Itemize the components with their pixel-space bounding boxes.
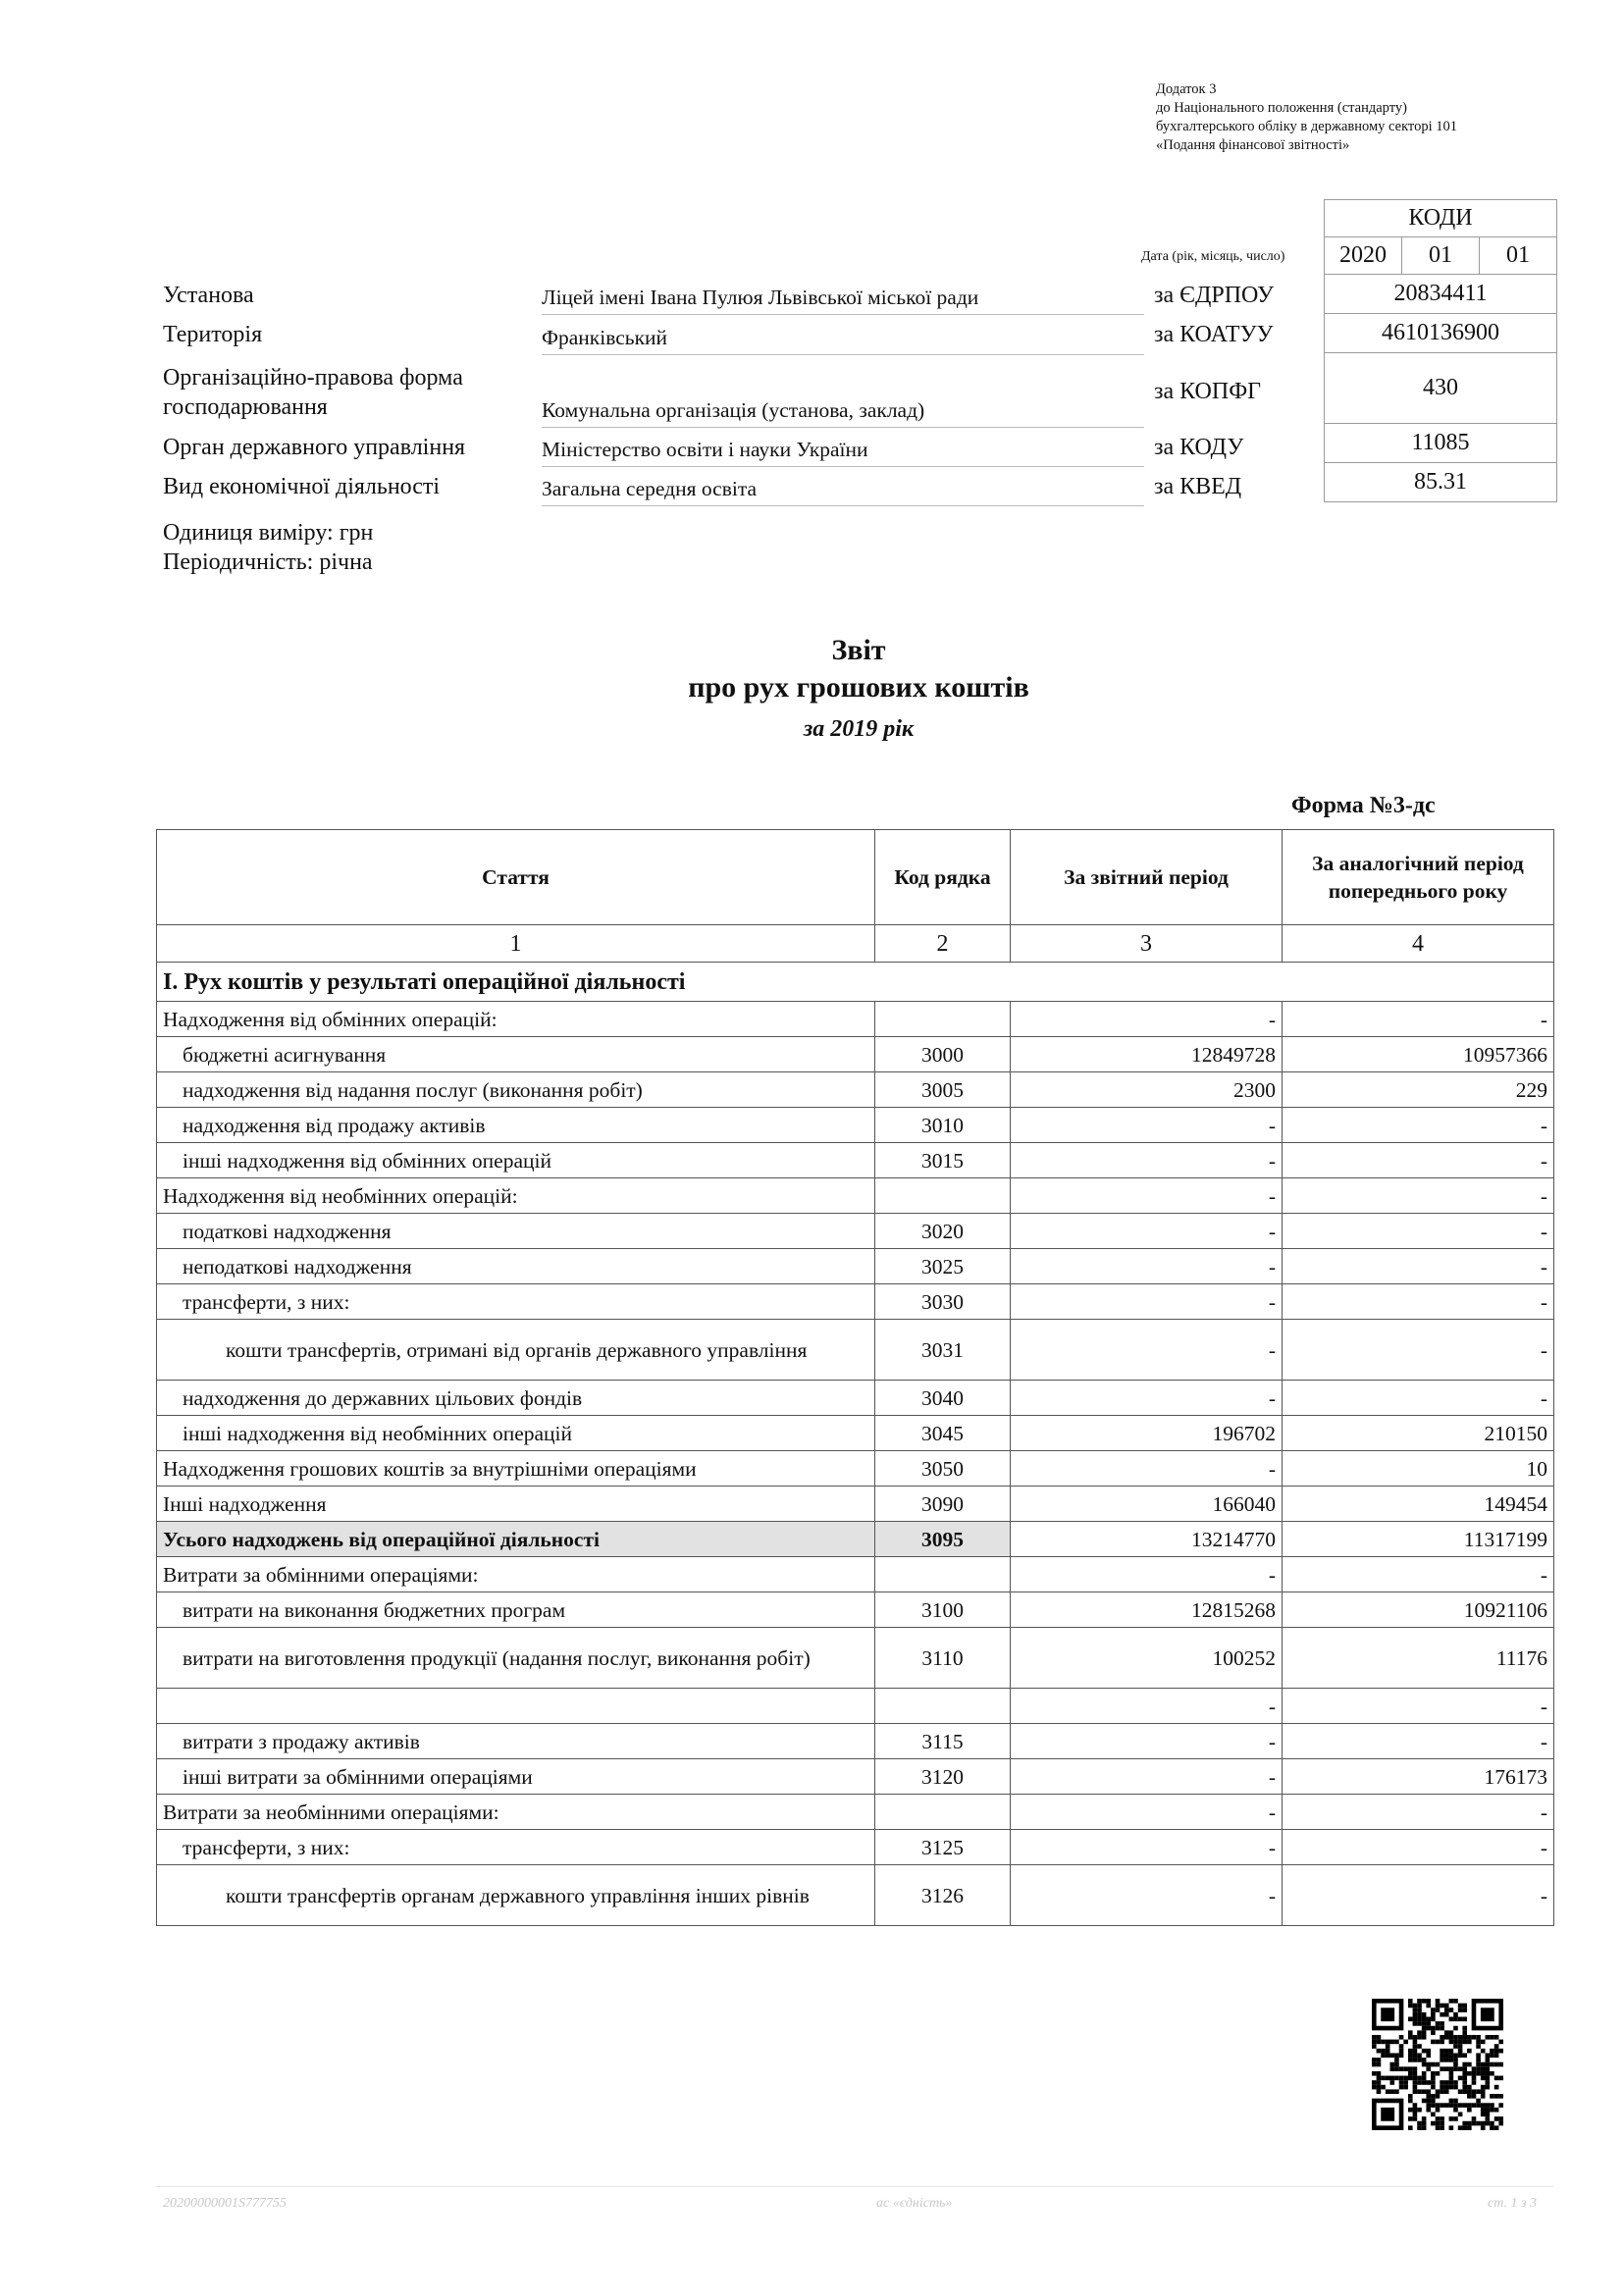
row-name: витрати на виконання бюджетних програм <box>157 1592 875 1628</box>
row-previous: 10 <box>1283 1451 1554 1487</box>
date-day: 01 <box>1480 237 1557 275</box>
activity-label: Вид економічної діяльності <box>163 474 441 499</box>
row-current: 166040 <box>1011 1487 1283 1522</box>
row-code <box>875 1557 1011 1592</box>
appendix-note <box>1156 80 1457 155</box>
table-row <box>157 1214 1554 1249</box>
row-name: трансферти, з них: <box>157 1284 875 1320</box>
org-form-label-2: господарювання <box>163 394 328 420</box>
row-code <box>875 1002 1011 1037</box>
appendix-note-line: бухгалтерського обліку в державному секторі 101 <box>1156 119 1457 134</box>
row-name: трансферти, з них: <box>157 1830 875 1865</box>
row-previous: 176173 <box>1283 1759 1554 1795</box>
row-current: - <box>1011 1381 1283 1416</box>
table-row <box>157 1320 1554 1381</box>
table-row <box>157 1284 1554 1320</box>
org-form-value: Комунальна організація (установа, заклад) <box>542 398 1144 428</box>
territory-label: Територія <box>163 322 263 347</box>
kodu-label: за КОДУ <box>1154 435 1244 460</box>
codes-header: КОДИ <box>1325 200 1557 237</box>
row-code: 3031 <box>875 1320 1011 1381</box>
row-name: податкові надходження <box>157 1214 875 1249</box>
row-code <box>875 1689 1011 1724</box>
row-previous: 229 <box>1283 1072 1554 1108</box>
row-code: 3010 <box>875 1108 1011 1143</box>
row-name: кошти трансфертів, отримані від органів державного управління <box>157 1320 875 1381</box>
row-previous: 10921106 <box>1283 1592 1554 1628</box>
section-row <box>157 963 1554 1002</box>
row-current: 2300 <box>1011 1072 1283 1108</box>
row-previous: - <box>1283 1143 1554 1178</box>
gov-body-label: Орган державного управління <box>163 435 466 460</box>
row-previous: - <box>1283 1795 1554 1830</box>
row-name <box>157 1689 875 1724</box>
date-month: 01 <box>1402 237 1480 275</box>
row-code: 3030 <box>875 1284 1011 1320</box>
row-code: 3050 <box>875 1451 1011 1487</box>
row-previous: - <box>1283 1178 1554 1214</box>
col-num-4: 4 <box>1283 925 1554 963</box>
row-code: 3045 <box>875 1416 1011 1451</box>
row-previous: 149454 <box>1283 1487 1554 1522</box>
table-row <box>157 1451 1554 1487</box>
table-row <box>157 1002 1554 1037</box>
code-edrpou: 20834411 <box>1325 275 1557 314</box>
row-code: 3015 <box>875 1143 1011 1178</box>
row-previous: - <box>1283 1284 1554 1320</box>
row-current: - <box>1011 1284 1283 1320</box>
row-name: інші витрати за обмінними операціями <box>157 1759 875 1795</box>
kved-label: за КВЕД <box>1154 474 1242 499</box>
row-current: 13214770 <box>1011 1522 1283 1557</box>
form-number: Форма №3-дс <box>1291 793 1436 818</box>
table-row <box>157 1143 1554 1178</box>
date-label: Дата (рік, місяць, число) <box>1141 249 1285 264</box>
appendix-note-line: до Національного положення (стандарту) <box>1156 100 1407 116</box>
table-row <box>157 1865 1554 1926</box>
edrpou-label: за ЄДРПОУ <box>1154 283 1275 308</box>
table-row <box>157 1416 1554 1451</box>
activity-value: Загальна середня освіта <box>542 477 1144 506</box>
column-numbers-row <box>157 925 1554 963</box>
row-current: - <box>1011 1002 1283 1037</box>
table-row <box>157 1628 1554 1689</box>
report-title-2: про рух грошових коштів <box>688 671 1029 704</box>
row-current: - <box>1011 1178 1283 1214</box>
code-kved: 85.31 <box>1325 463 1557 502</box>
org-form-label-1: Організаційно-правова форма <box>163 365 463 391</box>
row-previous: - <box>1283 1108 1554 1143</box>
table-row <box>157 1759 1554 1795</box>
row-current: 12849728 <box>1011 1037 1283 1072</box>
row-previous: - <box>1283 1249 1554 1284</box>
table-row <box>157 1178 1554 1214</box>
row-previous: - <box>1283 1557 1554 1592</box>
row-previous: - <box>1283 1320 1554 1381</box>
row-previous: - <box>1283 1830 1554 1865</box>
row-current: - <box>1011 1557 1283 1592</box>
row-previous: 11317199 <box>1283 1522 1554 1557</box>
row-code: 3126 <box>875 1865 1011 1926</box>
col-num-3: 3 <box>1011 925 1283 963</box>
footer-page: ст. 1 з 3 <box>1488 2196 1537 2211</box>
date-year: 2020 <box>1325 237 1402 275</box>
row-name: бюджетні асигнування <box>157 1037 875 1072</box>
row-code: 3125 <box>875 1830 1011 1865</box>
institution-value: Ліцей імені Івана Пулюя Львівської міської ради <box>542 286 1144 315</box>
row-code: 3025 <box>875 1249 1011 1284</box>
table-row <box>157 1557 1554 1592</box>
row-name: надходження від надання послуг (виконання робіт) <box>157 1072 875 1108</box>
row-current: - <box>1011 1143 1283 1178</box>
row-code: 3095 <box>875 1522 1011 1557</box>
col-num-1: 1 <box>157 925 875 963</box>
kopfg-label: за КОПФГ <box>1154 379 1262 404</box>
header-current-period: За звітний період <box>1011 830 1283 925</box>
table-row <box>157 1249 1554 1284</box>
header-previous-period: За аналогічний період попереднього року <box>1283 830 1554 925</box>
code-kopfg: 430 <box>1325 353 1557 424</box>
row-name: Надходження від необмінних операцій: <box>157 1178 875 1214</box>
row-code: 3115 <box>875 1724 1011 1759</box>
row-name: витрати з продажу активів <box>157 1724 875 1759</box>
col-num-2: 2 <box>875 925 1011 963</box>
qr-code-icon <box>1372 1999 1503 2130</box>
total-row <box>157 1522 1554 1557</box>
row-name: Інші надходження <box>157 1487 875 1522</box>
table-row <box>157 1830 1554 1865</box>
row-current: - <box>1011 1320 1283 1381</box>
report-period: за 2019 рік <box>803 716 915 742</box>
row-previous: - <box>1283 1002 1554 1037</box>
code-koatuu: 4610136900 <box>1325 314 1557 353</box>
row-current: 196702 <box>1011 1416 1283 1451</box>
row-previous: - <box>1283 1724 1554 1759</box>
row-name: Витрати за необмінними операціями: <box>157 1795 875 1830</box>
row-code: 3120 <box>875 1759 1011 1795</box>
table-header-row <box>157 830 1554 925</box>
row-code <box>875 1178 1011 1214</box>
gov-body-value: Міністерство освіти і науки України <box>542 438 1144 467</box>
row-current: - <box>1011 1865 1283 1926</box>
territory-value: Франківський <box>542 326 1144 355</box>
koatuu-label: за КОАТУУ <box>1154 322 1274 347</box>
code-kodu: 11085 <box>1325 424 1557 463</box>
row-previous: - <box>1283 1381 1554 1416</box>
row-name: Надходження грошових коштів за внутрішніми операціями <box>157 1451 875 1487</box>
codes-grid <box>1324 199 1557 502</box>
table-row <box>157 1724 1554 1759</box>
row-code: 3040 <box>875 1381 1011 1416</box>
row-current: - <box>1011 1451 1283 1487</box>
row-current: - <box>1011 1689 1283 1724</box>
row-code: 3000 <box>875 1037 1011 1072</box>
cash-flow-table <box>156 829 1554 1926</box>
row-previous: - <box>1283 1689 1554 1724</box>
row-code <box>875 1795 1011 1830</box>
header-row-code: Код рядка <box>875 830 1011 925</box>
footer-divider <box>156 2186 1553 2187</box>
row-name: надходження від продажу активів <box>157 1108 875 1143</box>
row-current: 12815268 <box>1011 1592 1283 1628</box>
header-article: Стаття <box>157 830 875 925</box>
row-current: - <box>1011 1830 1283 1865</box>
report-title: Звіт <box>831 634 886 666</box>
row-name: надходження до державних цільових фондів <box>157 1381 875 1416</box>
row-previous: 210150 <box>1283 1416 1554 1451</box>
row-code: 3100 <box>875 1592 1011 1628</box>
table-row <box>157 1795 1554 1830</box>
row-name: Усього надходжень від операційної діяльності <box>157 1522 875 1557</box>
table-row <box>157 1381 1554 1416</box>
row-previous: 10957366 <box>1283 1037 1554 1072</box>
row-previous: - <box>1283 1214 1554 1249</box>
footer-doc-id: 20200000001S777755 <box>163 2196 287 2211</box>
appendix-note-line: «Подання фінансової звітності» <box>1156 137 1350 153</box>
row-name: Витрати за обмінними операціями: <box>157 1557 875 1592</box>
row-name: витрати на виготовлення продукції (надання послуг, виконання робіт) <box>157 1628 875 1689</box>
row-name: інші надходження від обмінних операцій <box>157 1143 875 1178</box>
row-previous: - <box>1283 1865 1554 1926</box>
table-row <box>157 1689 1554 1724</box>
row-code: 3005 <box>875 1072 1011 1108</box>
row-name: неподаткові надходження <box>157 1249 875 1284</box>
row-name: кошти трансфертів органам державного управління інших рівнів <box>157 1865 875 1926</box>
table-row <box>157 1072 1554 1108</box>
row-code: 3020 <box>875 1214 1011 1249</box>
row-name: інші надходження від необмінних операцій <box>157 1416 875 1451</box>
row-current: - <box>1011 1724 1283 1759</box>
row-current: - <box>1011 1108 1283 1143</box>
row-current: - <box>1011 1249 1283 1284</box>
footer-software: ас «єдність» <box>876 2196 953 2211</box>
unit-of-measure: Одиниця виміру: грн <box>163 520 374 546</box>
periodicity: Періодичність: річна <box>163 549 373 575</box>
row-current: - <box>1011 1795 1283 1830</box>
row-previous: 11176 <box>1283 1628 1554 1689</box>
section-title: І. Рух коштів у результаті операційної діяльності <box>157 963 1554 1002</box>
row-current: 100252 <box>1011 1628 1283 1689</box>
institution-label: Установа <box>163 283 254 308</box>
row-name: Надходження від обмінних операцій: <box>157 1002 875 1037</box>
table-row <box>157 1037 1554 1072</box>
table-row <box>157 1487 1554 1522</box>
row-code: 3090 <box>875 1487 1011 1522</box>
table-row <box>157 1592 1554 1628</box>
row-current: - <box>1011 1214 1283 1249</box>
row-current: - <box>1011 1759 1283 1795</box>
row-code: 3110 <box>875 1628 1011 1689</box>
table-row <box>157 1108 1554 1143</box>
appendix-note-line: Додаток 3 <box>1156 81 1217 97</box>
